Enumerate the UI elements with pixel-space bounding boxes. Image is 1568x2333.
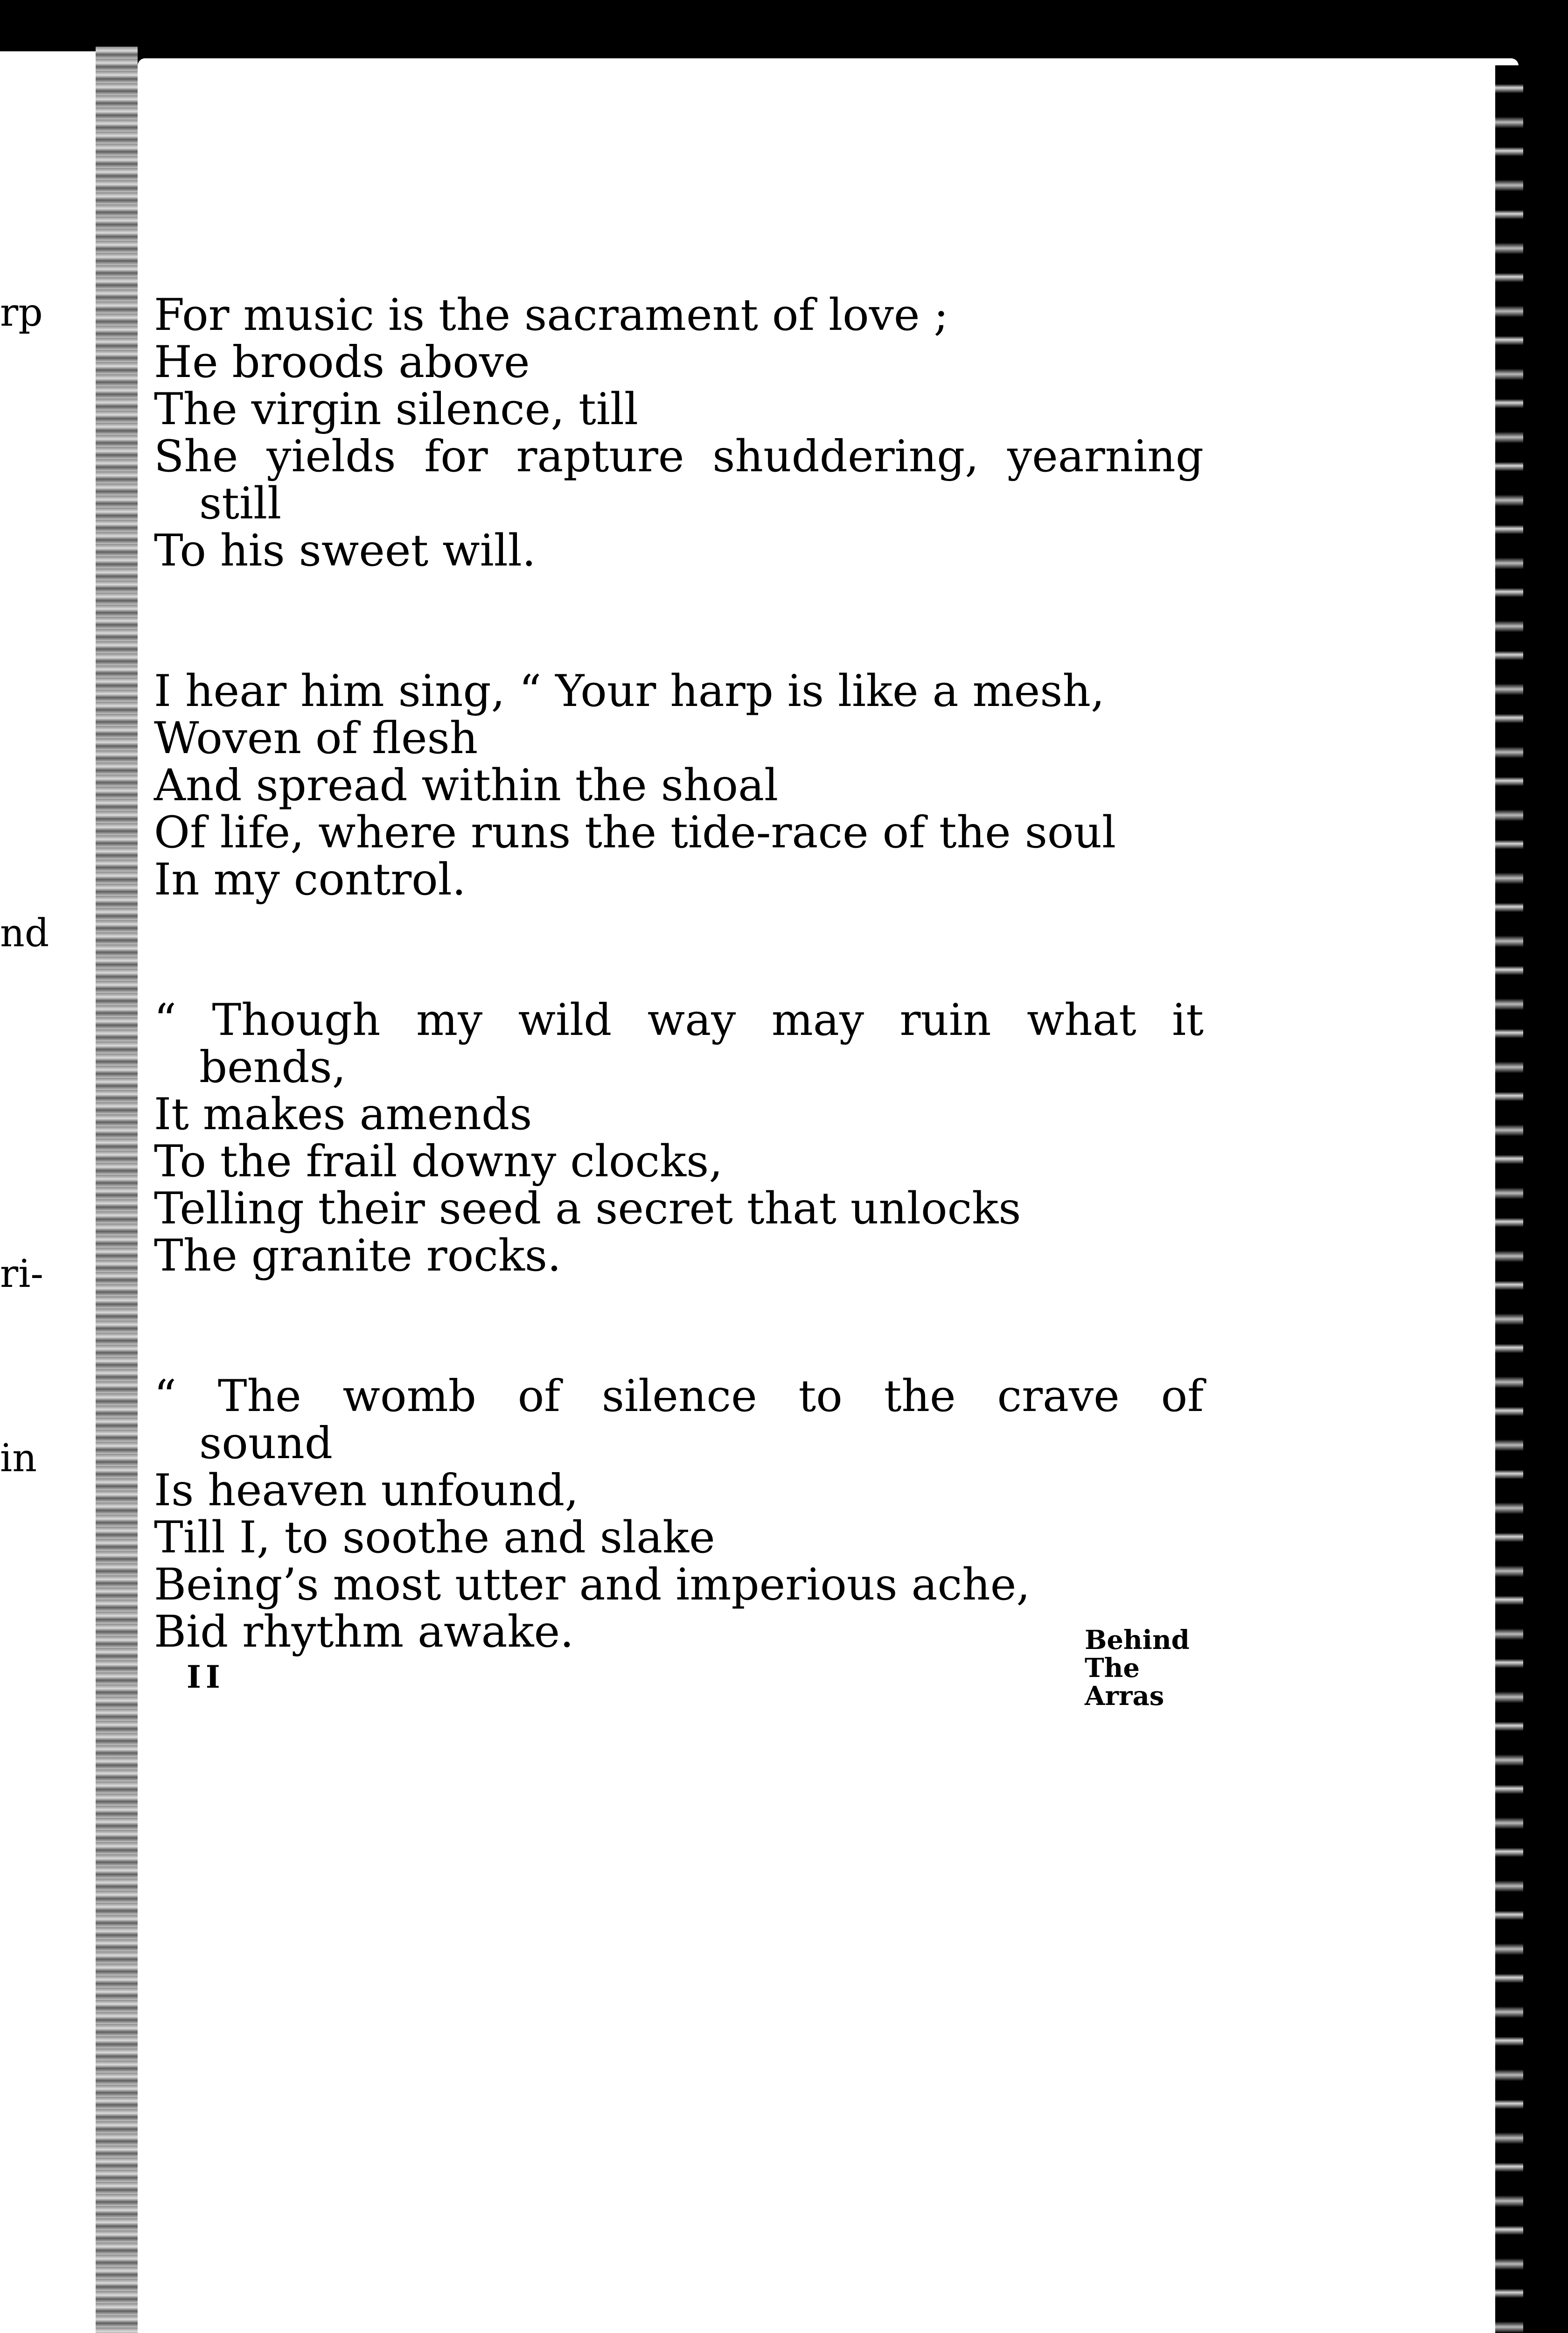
running-title-line: The bbox=[1085, 1653, 1140, 1683]
poem-line: still bbox=[199, 478, 282, 529]
running-title bbox=[1085, 1626, 1190, 1710]
poem-line: Till I, to soothe and slake bbox=[154, 1512, 715, 1563]
previous-page-fragment bbox=[0, 51, 96, 2333]
poem-line: In my control. bbox=[154, 854, 466, 905]
poem-line: “ Though my wild way may ruin what it bbox=[154, 995, 1204, 1046]
previous-page-gutter-edge bbox=[96, 47, 138, 2333]
poem-line: And spread within the shoal bbox=[154, 760, 779, 811]
poem-line: She yields for rapture shuddering, yearning bbox=[154, 431, 1204, 482]
poem-line: It makes amends bbox=[154, 1089, 532, 1140]
page-right-edge bbox=[1495, 65, 1523, 2333]
stanza bbox=[154, 1373, 1204, 1655]
poem-line: For music is the sacrament of love ; bbox=[154, 290, 949, 341]
poem-line: Woven of flesh bbox=[154, 713, 478, 764]
running-title-line: Arras bbox=[1085, 1681, 1164, 1711]
poem-line: To his sweet will. bbox=[154, 525, 536, 576]
poem-line: bends, bbox=[199, 1042, 346, 1093]
stanza bbox=[154, 668, 1204, 903]
page-number: II bbox=[187, 1659, 225, 1695]
previous-page-word-fragment: rp bbox=[0, 291, 43, 335]
previous-page-word-fragment: nd bbox=[0, 911, 49, 956]
previous-page-word-fragment: ri- bbox=[0, 1252, 44, 1296]
stanza bbox=[154, 997, 1204, 1279]
running-title-line: Behind bbox=[1085, 1625, 1190, 1655]
poem-line: Of life, where runs the tide-race of the soul bbox=[154, 807, 1116, 858]
poem-line: Being’s most utter and imperious ache, bbox=[154, 1559, 1031, 1610]
poem-line: Bid rhythm awake. bbox=[154, 1607, 574, 1657]
poem-line: The granite rocks. bbox=[154, 1230, 562, 1281]
poem-line: sound bbox=[199, 1418, 333, 1469]
poem-line: Telling their seed a secret that unlocks bbox=[154, 1183, 1021, 1234]
poem-line: I hear him sing, “ Your harp is like a mesh, bbox=[154, 666, 1105, 717]
poem-line: The virgin silence, till bbox=[154, 384, 639, 435]
poem-text bbox=[154, 292, 1204, 1749]
stanza bbox=[154, 292, 1204, 574]
previous-page-word-fragment: in bbox=[0, 1436, 37, 1481]
poem-line: He broods above bbox=[154, 337, 530, 388]
poem-line: To the frail downy clocks, bbox=[154, 1136, 723, 1187]
poem-line: Is heaven unfound, bbox=[154, 1465, 579, 1516]
poem-line: “ The womb of silence to the crave of bbox=[154, 1371, 1204, 1422]
